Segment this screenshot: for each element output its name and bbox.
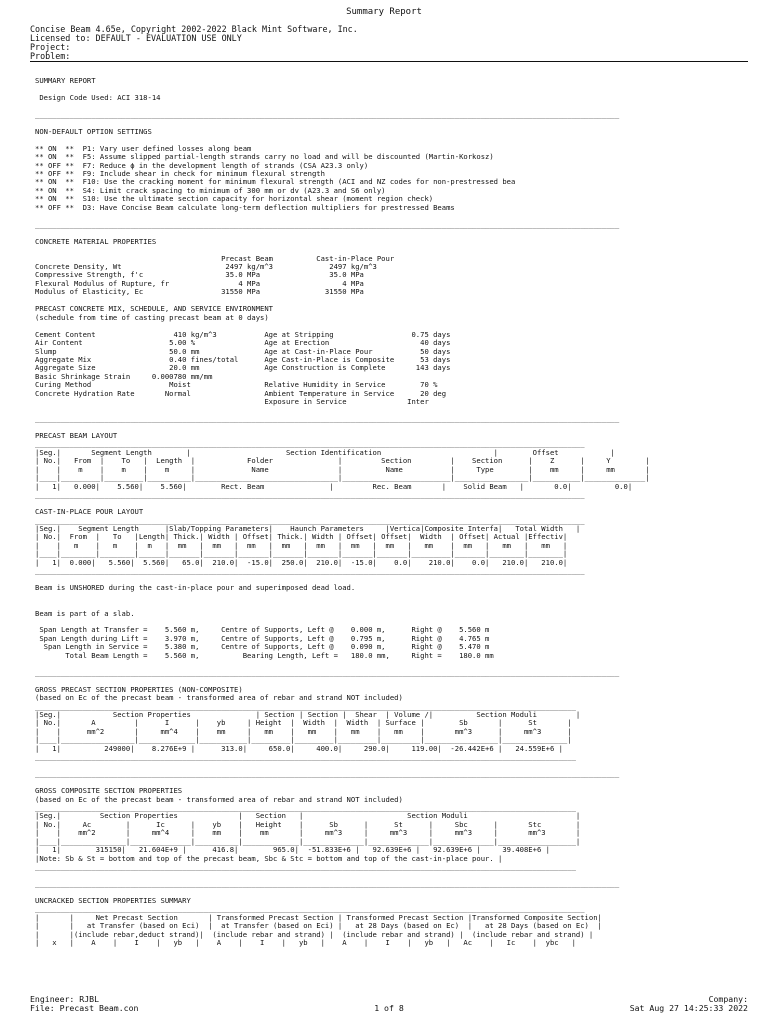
- engineer-label: Engineer: RJBL: [30, 994, 100, 1004]
- page-number: 1 of 8: [374, 1003, 404, 1013]
- company-label: Company:: [708, 994, 748, 1004]
- summary-report-text: SUMMARY REPORT Design Code Used: ACI 318-14 _______________________________________________________________________________________________________________________________________ NON-DEFAULT OPTION SETTINGS ** ON ** P1: Vary user defined losses along beam ** ON ** F5: Assume slipped partial-length strands carry no load and will be discounted (Martin-Korkosz) ** OFF ** F7: Reduce ϕ in the development length of strands (CSA A23.3 only) ** OFF ** F9: Include shear in check for minimum flexural strength ** ON ** F10: Use the cracking moment for minimum flexural strength (ACI and NZ codes for non-prestressed bea ** ON ** S4: Limit crack spacing to minimum of 300 mm or dv (A23.3 and S6 only) ** ON ** S10: Use the ultimate section capacity for horizontal shear (moment region check) ** OFF ** D3: Have Concise Beam calculate long-term deflection multipliers for prestressed Beams _______________________________________________________________________________________________________________________________________ CONCRETE MATERIAL PROPERTIES Precast Beam Cast-in-Place Pour Concrete Density, Wt 2497 kg/m^3 2497 kg/m^3 Compressive Strength, f'c 35.0 MPa 35.0 MPa Flexural Modulus of Rupture, fr 4 MPa 4 MPa Modulus of Elasticity, Ec 31550 MPa 31550 MPa PRECAST CONCRETE MIX, SCHEDULE, AND SERVICE ENVIRONMENT (schedule from time of casting precast beam at 0 days) Cement Content 410 kg/m^3 Age at Stripping 0.75 days Air Content 5.00 % Age at Erection 40 days Slump 50.0 mm Age at Cast-in-Place Pour 50 days Aggregate Mix 0.40 fines/total Age Cast-in-Place is Composite 53 days Aggregate Size 20.0 mm Age Construction is Complete 143 days Basic Shrinkage Strain 0.000780 mm/mm Curing Method Moist Relative Humidity in Service 70 % Concrete Hydration Rate Normal Ambient Temperature in Service 20 deg Exposure in Service Inter _______________________________________________________________________________________________________________________________________ PRECAST BEAM LAYOUT _______________________________________________________________________________________________________________________________ |Seg.| Segment Length | Section Identification | Offset | | No.| From | To | Length | Folder | Section | Section | Z | Y | | | m | m | m | Name | Name | Type | mm | mm | |____|_________|_________|__________|_________________________________|_________________________|_________________|___________|______________| | 1| 0.000| 5.560| 5.560| Rect. Beam | Rec. Beam | Solid Beam | 0.0| 0.0| _______________________________________________________________________________________________________________________________ CAST-IN-PLACE POUR LAYOUT _______________________________________________________________________________________________________________________________ |Seg.| Segment Length |Slab/Topping Parameters| Haunch Parameters |Vertica|Composite Interfa| Total Width | | No.| From | To |Length| Thick.| Width | Offset| Thick.| Width | Offset| Offset| Width | Offset| Actual |Effectiv| | | m | m | m | mm | mm | mm | mm | mm | mm | mm | mm | mm | mm | mm | |____|________|________|______|_______|_______|_______|_______|_______|_______|_______|_________|_______|________|________| | 1| 0.000| 5.560| 5.560| 65.0| 210.0| -15.0| 250.0| 210.0| -15.0| 0.0| 210.0| 0.0| 210.0| 210.0| _______________________________________________________________________________________________________________________________ Beam is UNSHORED during the cast-in-place pour and superimposed dead load. Beam is part of a slab. Span Length at Transfer = 5.560 m, Centre of Supports, Left @ 0.000 m, Right @ 5.560 m Span Length during Lift = 3.970 m, Centre of Supports, Left @ 0.795 m, Right @ 4.765 m Span Length in Service = 5.380 m, Centre of Supports, Left @ 0.090 m, Right @ 5.470 m Total Beam Length = 5.560 m, Bearing Length, Left = 180.0 mm, Right = 180.0 mm _______________________________________________________________________________________________________________________________________ GROSS PRECAST SECTION PROPERTIES (NON-COMPOSITE) (based on Ec of the precast beam - transformed area of rebar and strand NOT included) _____________________________________________________________________________________________________________________________ |Seg.| Section Properties | Section | Section | Shear | Volume /| Section Moduli | | No.| A | I | yb | Height | Width | Width | Surface | Sb | St | | | mm^2 | mm^4 | mm | mm | mm | mm | mm | mm^3 | mm^3 | |____|_________________|_____________|___________|_________|_________|_________|_________|_________________|_______________| | 1| 249000| 8.276E+9 | 313.0| 650.0| 400.0| 290.0| 119.00| -26.442E+6 | 24.559E+6 | _____________________________________________________________________________________________________________________________ _______________________________________________________________________________________________________________________________________ GROSS COMPOSITE SECTION PROPERTIES (based on Ec of the precast beam - transformed area of rebar and strand NOT included) _____________________________________________________________________________________________________________________________ |Seg.| Section Properties | Section | Section Moduli | | No.| Ac | Ic | yb | Height | Sb | St | Sbc | Stc | | | mm^2 | mm^4 | mm | mm | mm^3 | mm^3 | mm^3 | mm^3 | |____|_______________|______________|__________|_____________|______________|______________|______________|__________________| | 1| 315150| 21.604E+9 | 416.8| 965.0| -51.833E+6 | 92.639E+6 | 92.639E+6 | 39.408E+6 | |Note: Sb & St = bottom and top of the precast beam, Sbc & Stc = bottom and top of the cast-in-place pour. | _____________________________________________________________________________________________________________________________ _______________________________________________________________________________________________________________________________________ UNCRACKED SECTION PROPERTIES SUMMARY _______________________________________________________________________________________________________________________________ | | Net Precast Section | Transformed Precast Section | Transformed Precast Section |Transformed Composite Section| | | at Transfer (based on Eci) | at Transfer (based on Eci) | at 28 Days (based on Ec) | at 28 Days (based on Ec) | | |(include rebar,deduct strand)| (include rebar and strand) | (include rebar and strand) | (include rebar and strand) | | x | A | I | yb | A | I | yb | A | I | yb | Ac | Ic | ybc |: [35, 77, 650, 948]
- report-body: [35, 77, 755, 997]
- report-title: Summary Report: [346, 7, 422, 17]
- project-line: Project:: [30, 42, 71, 52]
- report-header: [30, 25, 358, 61]
- software-line: Concise Beam 4.65e, Copyright 2002-2022 Black Mint Software, Inc.: [30, 24, 358, 34]
- file-label: File: Precast Beam.con: [30, 1003, 139, 1013]
- header-divider: [30, 61, 748, 62]
- problem-line: Problem:: [30, 51, 71, 61]
- report-footer: [30, 995, 748, 1017]
- report-datetime: Sat Aug 27 14:25:33 2022: [629, 1003, 748, 1013]
- footer-right: [630, 995, 748, 1013]
- license-line: Licensed to: DEFAULT - EVALUATION USE ONLY: [30, 33, 242, 43]
